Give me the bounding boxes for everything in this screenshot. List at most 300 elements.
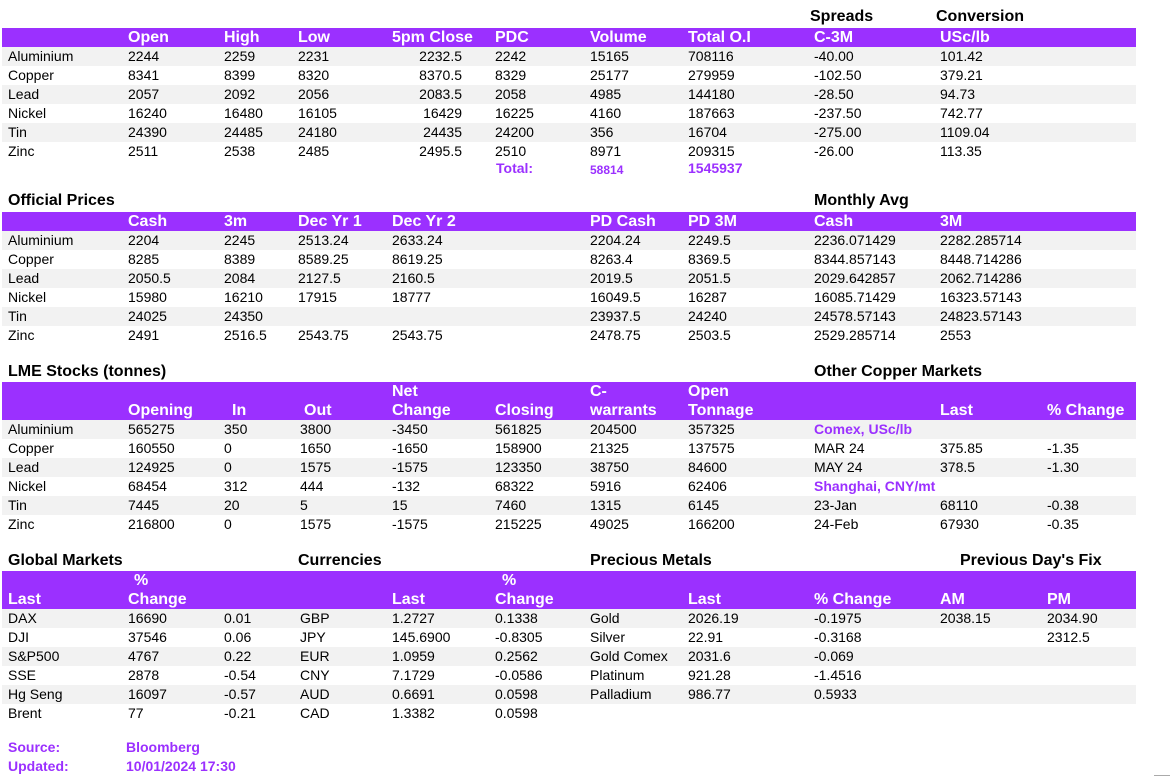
- close-cell: 2232.5: [419, 48, 462, 64]
- pdc-cell: 16225: [495, 105, 534, 121]
- col-high: High: [224, 29, 260, 46]
- col-in: In: [232, 402, 247, 419]
- spread-cell: -102.50: [814, 67, 862, 83]
- close-cell: 16429: [423, 105, 462, 121]
- net-change-cell: -3450: [392, 421, 428, 437]
- out-cell: 444: [300, 478, 324, 494]
- col-change: Change: [392, 402, 451, 419]
- table-row: [2, 307, 1136, 326]
- dec-yr2-cell: 2543.75: [392, 327, 443, 343]
- closing-cell: 158900: [495, 440, 542, 456]
- out-cell: 1575: [300, 459, 332, 475]
- market-name: MAY 24: [814, 459, 863, 475]
- metal-name: Lead: [8, 459, 40, 475]
- currency-last-cell: 7.1729: [392, 667, 435, 683]
- oi-cell: 187663: [688, 105, 735, 121]
- index-change-cell: 0.01: [224, 610, 252, 626]
- metal-last-cell: 986.77: [688, 686, 731, 702]
- pdc-cell: 24200: [495, 124, 534, 140]
- dec-yr1-cell: 17915: [298, 289, 337, 305]
- dec-yr2-cell: 2160.5: [392, 270, 435, 286]
- pd-cash-cell: 8263.4: [590, 251, 633, 267]
- metal-name: Zinc: [8, 516, 35, 532]
- currency-last-cell: 0.6691: [392, 686, 435, 702]
- metal-name: Gold Comex: [590, 648, 668, 664]
- col-gm-change: Change: [128, 591, 187, 608]
- pdc-cell: 8329: [495, 67, 527, 83]
- open-cell: 2057: [128, 86, 160, 102]
- avg-cash-cell: 2029.642857: [814, 270, 896, 286]
- metal-last-cell: 22.91: [688, 629, 724, 645]
- fix-pm-cell: 2312.5: [1047, 629, 1090, 645]
- avg-3m-cell: 2282.285714: [940, 232, 1022, 248]
- index-last-cell: 4767: [128, 648, 160, 664]
- col-pd-3m: PD 3M: [688, 213, 737, 230]
- avg-3m-cell: 16323.57143: [940, 289, 1022, 305]
- opening-cell: 216800: [128, 516, 175, 532]
- col-pdc: PDC: [495, 29, 529, 46]
- oi-cell: 144180: [688, 86, 735, 102]
- avg-3m-cell: 8448.714286: [940, 251, 1022, 267]
- market-name: Comex, USc/lb: [814, 421, 913, 437]
- col-cur-change: Change: [495, 591, 554, 608]
- metal-last-cell: 2026.19: [688, 610, 739, 626]
- currency-name: GBP: [300, 610, 330, 626]
- source-value: Bloomberg: [126, 739, 200, 755]
- cash-cell: 2491: [128, 327, 160, 343]
- col-pd-cash: PD Cash: [590, 213, 656, 230]
- open-cell: 8341: [128, 67, 160, 83]
- avg-cash-cell: 24578.57143: [814, 308, 896, 324]
- col-fix-pm: PM: [1047, 591, 1071, 608]
- spread-cell: -237.50: [814, 105, 862, 121]
- updated-value: 10/01/2024 17:30: [126, 758, 236, 774]
- currency-name: CNY: [300, 667, 330, 683]
- net-change-cell: 15: [392, 497, 408, 513]
- index-change-cell: 0.22: [224, 648, 252, 664]
- table-row: [2, 142, 1136, 161]
- col-open: Open: [128, 29, 169, 46]
- col-other-pct: % Change: [1047, 402, 1125, 419]
- pd-cash-cell: 2204.24: [590, 232, 641, 248]
- conversion-heading: Conversion: [936, 8, 1025, 25]
- tonnage-cell: 357325: [688, 421, 735, 437]
- table-row: [2, 458, 1136, 477]
- col-c-top: C-: [590, 383, 607, 400]
- currency-change-cell: 0.0598: [495, 686, 538, 702]
- conversion-cell: 379.21: [940, 67, 983, 83]
- low-cell: 16105: [298, 105, 337, 121]
- conversion-cell: 742.77: [940, 105, 983, 121]
- metal-name: Zinc: [8, 143, 35, 159]
- prev-fix-heading: Previous Day's Fix: [960, 552, 1102, 569]
- table-row: [2, 477, 1136, 496]
- table-row: [2, 123, 1136, 142]
- avg-3m-cell: 2062.714286: [940, 270, 1022, 286]
- avg-cash-cell: 8344.857143: [814, 251, 896, 267]
- currency-name: AUD: [300, 686, 330, 702]
- index-name: Brent: [8, 705, 42, 721]
- avg-cash-cell: 16085.71429: [814, 289, 896, 305]
- closing-cell: 561825: [495, 421, 542, 437]
- col-gm-last: Last: [8, 591, 41, 608]
- table-row: [2, 609, 1136, 628]
- tonnage-cell: 84600: [688, 459, 727, 475]
- updated-label: Updated:: [8, 758, 69, 774]
- metal-name: Palladium: [590, 686, 652, 702]
- index-last-cell: 77: [128, 705, 144, 721]
- col-net-top: Net: [392, 383, 418, 400]
- index-name: DJI: [8, 629, 29, 645]
- pd-3m-cell: 24240: [688, 308, 727, 324]
- spread-cell: -26.00: [814, 143, 854, 159]
- opening-cell: 124925: [128, 459, 175, 475]
- metal-last-cell: 921.28: [688, 667, 731, 683]
- opening-cell: 565275: [128, 421, 175, 437]
- closing-cell: 7460: [495, 497, 527, 513]
- precious-metals-heading: Precious Metals: [590, 552, 712, 569]
- index-last-cell: 2878: [128, 667, 160, 683]
- in-cell: 0: [224, 440, 232, 456]
- currency-change-cell: 0.2562: [495, 648, 538, 664]
- col-c3m: C-3M: [814, 29, 854, 46]
- volume-cell: 25177: [590, 67, 629, 83]
- dec-yr1-cell: 2127.5: [298, 270, 341, 286]
- market-pct-cell: -0.35: [1047, 516, 1079, 532]
- pdc-cell: 2058: [495, 86, 527, 102]
- high-cell: 2259: [224, 48, 256, 64]
- conversion-cell: 1109.04: [940, 124, 990, 140]
- col-pm-last: Last: [688, 591, 721, 608]
- warrants-cell: 204500: [590, 421, 637, 437]
- table-row: [2, 85, 1136, 104]
- low-cell: 24180: [298, 124, 337, 140]
- col-other-last: Last: [940, 402, 973, 419]
- col-opening: Opening: [128, 402, 193, 419]
- dec-yr1-cell: 2543.75: [298, 327, 349, 343]
- pd-cash-cell: 23937.5: [590, 308, 641, 324]
- fix-pm-cell: 2034.90: [1047, 610, 1098, 626]
- pd-3m-cell: 2051.5: [688, 270, 731, 286]
- cash-cell: 15980: [128, 289, 167, 305]
- currencies-heading: Currencies: [298, 552, 382, 569]
- col-3m: 3m: [224, 213, 248, 230]
- table-row: [2, 439, 1136, 458]
- warrants-cell: 49025: [590, 516, 629, 532]
- metal-change-cell: -0.3168: [814, 629, 862, 645]
- source-label: Source:: [8, 739, 61, 755]
- col-closing: Closing: [495, 402, 554, 419]
- col-cur-last: Last: [392, 591, 425, 608]
- avg-cash-cell: 2236.071429: [814, 232, 896, 248]
- in-cell: 312: [224, 478, 248, 494]
- 3m-cell: 2516.5: [224, 327, 267, 343]
- warrants-cell: 5916: [590, 478, 622, 494]
- table-row: [2, 47, 1136, 66]
- dec-yr1-cell: 8589.25: [298, 251, 349, 267]
- market-name: Shanghai, CNY/mt: [814, 478, 936, 494]
- table-row: [2, 685, 1136, 704]
- index-change-cell: 0.06: [224, 629, 252, 645]
- avg-3m-cell: 2553: [940, 327, 972, 343]
- market-pct-cell: -1.30: [1047, 459, 1079, 475]
- prices-header-bar: [2, 28, 1136, 47]
- net-change-cell: -1575: [392, 459, 428, 475]
- col-warrants: warrants: [590, 402, 657, 419]
- conversion-cell: 101.42: [940, 48, 983, 64]
- tonnage-cell: 137575: [688, 440, 735, 456]
- official-header-bar: [2, 212, 1136, 231]
- metal-name: Silver: [590, 629, 626, 645]
- metal-name: Zinc: [8, 327, 35, 343]
- metal-change-cell: -0.069: [814, 648, 854, 664]
- high-cell: 8399: [224, 67, 256, 83]
- currency-name: EUR: [300, 648, 330, 664]
- col-open-top: Open: [688, 383, 729, 400]
- metal-name: Nickel: [8, 105, 47, 121]
- index-change-cell: -0.21: [224, 705, 256, 721]
- metal-name: Aluminium: [8, 48, 74, 64]
- market-name: 24-Feb: [814, 516, 859, 532]
- col-avg-cash: Cash: [814, 213, 854, 230]
- high-cell: 16480: [224, 105, 263, 121]
- high-cell: 2538: [224, 143, 256, 159]
- col-total-oi: Total O.I: [688, 29, 751, 46]
- pdc-cell: 2242: [495, 48, 527, 64]
- col-uscl: USc/lb: [940, 29, 990, 46]
- 3m-cell: 8389: [224, 251, 256, 267]
- cash-cell: 2204: [128, 232, 160, 248]
- pd-3m-cell: 2503.5: [688, 327, 731, 343]
- col-tonnage: Tonnage: [688, 402, 754, 419]
- high-cell: 2092: [224, 86, 256, 102]
- metal-name: Copper: [8, 67, 54, 83]
- currency-last-cell: 145.6900: [392, 629, 451, 645]
- index-change-cell: -0.57: [224, 686, 256, 702]
- spreads-heading: Spreads: [810, 8, 874, 25]
- table-row: [2, 326, 1136, 345]
- table-row: [2, 420, 1136, 439]
- out-cell: 1650: [300, 440, 332, 456]
- conversion-cell: 113.35: [940, 143, 982, 159]
- tonnage-cell: 6145: [688, 497, 720, 513]
- index-name: S&P500: [8, 648, 60, 664]
- currency-last-cell: 1.0959: [392, 648, 435, 664]
- closing-cell: 68322: [495, 478, 534, 494]
- index-name: Hg Seng: [8, 686, 63, 702]
- in-cell: 20: [224, 497, 240, 513]
- table-row: [2, 496, 1136, 515]
- market-name: MAR 24: [814, 440, 865, 456]
- market-pct-cell: -1.35: [1047, 440, 1079, 456]
- oi-cell: 708116: [688, 48, 734, 64]
- col-pct-top-1: %: [134, 572, 149, 589]
- 3m-cell: 2245: [224, 232, 256, 248]
- open-cell: 24390: [128, 124, 167, 140]
- net-change-cell: -1575: [392, 516, 428, 532]
- metal-last-cell: 2031.6: [688, 648, 731, 664]
- fix-am-cell: 2038.15: [940, 610, 991, 626]
- spread-cell: -28.50: [814, 86, 854, 102]
- close-cell: 2495.5: [419, 143, 462, 159]
- warrants-cell: 38750: [590, 459, 629, 475]
- volume-cell: 356: [590, 124, 614, 140]
- open-cell: 2511: [128, 143, 159, 159]
- close-cell: 2083.5: [419, 86, 462, 102]
- other-copper-heading: Other Copper Markets: [814, 363, 983, 380]
- cash-cell: 8285: [128, 251, 160, 267]
- official-prices-heading: Official Prices: [8, 192, 115, 209]
- dec-yr1-cell: 2513.24: [298, 232, 349, 248]
- monthly-avg-heading: Monthly Avg: [814, 192, 909, 209]
- 3m-cell: 2084: [224, 270, 256, 286]
- low-cell: 8320: [298, 67, 330, 83]
- net-change-cell: -132: [392, 478, 421, 494]
- currency-change-cell: 0.0598: [495, 705, 538, 721]
- metal-change-cell: -1.4516: [814, 667, 862, 683]
- resize-handle: [1154, 775, 1170, 776]
- currency-name: JPY: [300, 629, 326, 645]
- index-name: SSE: [8, 667, 37, 683]
- spread-cell: -275.00: [814, 124, 862, 140]
- metal-name: Lead: [8, 86, 40, 102]
- tonnage-cell: 166200: [688, 516, 735, 532]
- metal-name: Nickel: [8, 478, 47, 494]
- dec-yr2-cell: 8619.25: [392, 251, 443, 267]
- opening-cell: 160550: [128, 440, 175, 456]
- in-cell: 0: [224, 459, 232, 475]
- low-cell: 2231: [298, 48, 330, 64]
- currency-change-cell: 0.1338: [495, 610, 538, 626]
- metal-name: Copper: [8, 440, 54, 456]
- pd-cash-cell: 2478.75: [590, 327, 641, 343]
- in-cell: 0: [224, 516, 232, 532]
- volume-cell: 4985: [590, 86, 622, 102]
- pd-cash-cell: 16049.5: [590, 289, 641, 305]
- low-cell: 2485: [298, 143, 330, 159]
- col-cash: Cash: [128, 213, 168, 230]
- stocks-header-bar: [2, 382, 1136, 420]
- in-cell: 350: [224, 421, 248, 437]
- low-cell: 2056: [298, 86, 330, 102]
- 3m-cell: 16210: [224, 289, 263, 305]
- market-name: 23-Jan: [814, 497, 857, 513]
- table-row: [2, 269, 1136, 288]
- metal-name: Copper: [8, 251, 54, 267]
- col-low: Low: [298, 29, 330, 46]
- metal-name: Tin: [8, 124, 27, 140]
- close-cell: 8370.5: [419, 67, 462, 83]
- out-cell: 3800: [300, 421, 332, 437]
- out-cell: 5: [300, 497, 308, 513]
- metal-name: Platinum: [590, 667, 645, 683]
- col-avg-3m: 3M: [940, 213, 963, 230]
- total-oi: 1545937: [688, 160, 743, 176]
- pdc-cell: 2510: [495, 143, 527, 159]
- pd-3m-cell: 8369.5: [688, 251, 731, 267]
- col-dec-yr1: Dec Yr 1: [298, 213, 362, 230]
- net-change-cell: -1650: [392, 440, 428, 456]
- pd-3m-cell: 16287: [688, 289, 727, 305]
- global-markets-heading: Global Markets: [8, 552, 123, 569]
- currency-last-cell: 1.3382: [392, 705, 435, 721]
- table-row: [2, 66, 1136, 85]
- currency-name: CAD: [300, 705, 330, 721]
- index-last-cell: 37546: [128, 629, 167, 645]
- oi-cell: 279959: [688, 67, 735, 83]
- conversion-cell: 94.73: [940, 86, 976, 102]
- index-name: DAX: [8, 610, 37, 626]
- table-row: [2, 666, 1136, 685]
- metal-name: Gold: [590, 610, 620, 626]
- market-last-cell: 375.85: [940, 440, 983, 456]
- metal-name: Tin: [8, 497, 27, 513]
- 3m-cell: 24350: [224, 308, 263, 324]
- metal-name: Aluminium: [8, 421, 74, 437]
- market-last-cell: 378.5: [940, 459, 976, 475]
- currency-change-cell: -0.8305: [495, 629, 543, 645]
- cash-cell: 2050.5: [128, 270, 171, 286]
- global-header-bar: [2, 571, 1136, 609]
- close-cell: 24435: [423, 124, 462, 140]
- metal-name: Aluminium: [8, 232, 74, 248]
- out-cell: 1575: [300, 516, 332, 532]
- cash-cell: 24025: [128, 308, 167, 324]
- table-row: [2, 628, 1136, 647]
- open-cell: 2244: [128, 48, 160, 64]
- table-row: [2, 647, 1136, 666]
- currency-change-cell: -0.0586: [495, 667, 543, 683]
- metal-name: Lead: [8, 270, 40, 286]
- currency-last-cell: 1.2727: [392, 610, 435, 626]
- table-row: [2, 704, 1136, 723]
- closing-cell: 123350: [495, 459, 542, 475]
- oi-cell: 209315: [688, 143, 735, 159]
- table-row: [2, 288, 1136, 307]
- avg-3m-cell: 24823.57143: [940, 308, 1022, 324]
- market-last-cell: 67930: [940, 516, 979, 532]
- opening-cell: 68454: [128, 478, 167, 494]
- table-row: [2, 250, 1136, 269]
- market-last-cell: 68110: [940, 497, 978, 513]
- total-volume: 58814: [590, 163, 624, 177]
- dec-yr2-cell: 18777: [392, 289, 431, 305]
- col-pct-top-2: %: [502, 572, 517, 589]
- pd-3m-cell: 2249.5: [688, 232, 731, 248]
- index-last-cell: 16690: [128, 610, 167, 626]
- tonnage-cell: 62406: [688, 478, 727, 494]
- col-5pm-close: 5pm Close: [392, 29, 473, 46]
- index-change-cell: -0.54: [224, 667, 256, 683]
- lme-stocks-heading: LME Stocks (tonnes): [8, 363, 167, 380]
- table-row: [2, 104, 1136, 123]
- closing-cell: 215225: [495, 516, 542, 532]
- col-volume: Volume: [590, 29, 647, 46]
- warrants-cell: 1315: [590, 497, 622, 513]
- opening-cell: 7445: [128, 497, 160, 513]
- metal-name: Nickel: [8, 289, 47, 305]
- col-out: Out: [304, 402, 332, 419]
- market-pct-cell: -0.38: [1047, 497, 1079, 513]
- col-pm-change: % Change: [814, 591, 892, 608]
- spread-cell: -40.00: [814, 48, 854, 64]
- table-row: [2, 515, 1136, 534]
- pd-cash-cell: 2019.5: [590, 270, 633, 286]
- table-row: [2, 231, 1136, 250]
- volume-cell: 15165: [590, 48, 629, 64]
- index-last-cell: 16097: [128, 686, 167, 702]
- volume-cell: 4160: [590, 105, 622, 121]
